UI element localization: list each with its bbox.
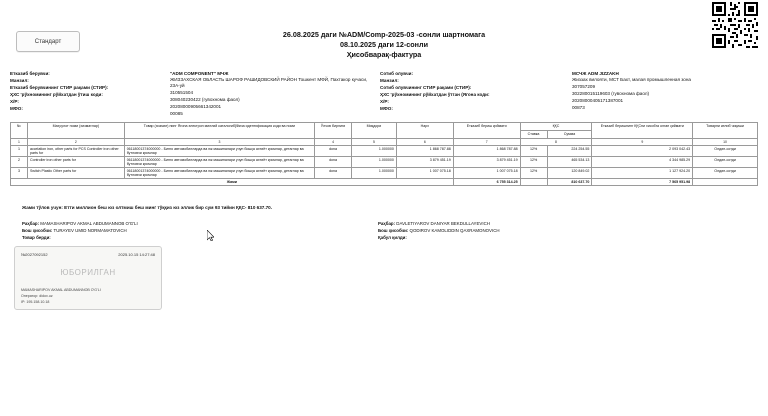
parties-block [10,70,758,118]
buyer-signatures [378,220,500,241]
supplier-tin: 310551504 [170,90,193,95]
table-row [11,146,758,157]
cell-no: 3 [11,168,28,179]
buyer-account-label: Х/Р: [380,99,389,104]
total-vat-sum: 810 637.70 [547,179,592,186]
standard-button[interactable]: Стандарт [16,31,80,52]
buyer-address-label: Манзил: [380,78,399,83]
amount-in-words: Жами тўлов учун: Етти миллион беш юз олтмиш беш минг тўққиз юз эллик бир сум 93 тийин ҚҚС- 810 637.70. [22,205,272,210]
total-grand: 7 565 951.98 [592,179,693,186]
buyer-account: 20208000405171387001 [572,98,624,103]
colnum: 2 [27,139,124,146]
total-vat-rate [520,179,547,186]
buyer-tin-label: Сотиб олувчининг СТИР рақами (СТИР): [380,85,472,90]
supplier-nds-code: 308040230422 (гувохнома фаол) [170,97,240,102]
cell-unit: dona [315,157,352,168]
cell-amount: 1 868 787.88 [453,146,520,157]
cell-origin: Oлдин-сотди [693,146,758,157]
supplier-director-label: Раҳбар: [22,221,40,226]
buyer-director-name: DAVLETIYAROV DANIYAR BEKDULLAYEVICH [396,221,490,226]
cell-catalog: 06118001374000000 - Бинго автомобилларда ва юк машиналари учун бошқа ахтиёт қисмлар, детаглар ва бутловчи қисмлар [124,168,314,179]
supplier-labels [10,70,160,112]
cell-vat-sum: 120 849.02 [547,168,592,179]
table-header-row [11,123,758,131]
colnum: 5 [352,139,397,146]
colnum: 10 [693,139,758,146]
buyer-received-label: Қабул қилди: [378,235,407,240]
th-amount: Етказиб бериш қиймати [453,123,520,139]
th-qty: Миқдори [352,123,397,139]
supplier-tin-label: Етказиб берувчининг СТИР рақами (СТИР): [10,85,109,90]
buyer-labels [380,70,570,112]
cell-vat-rate: 12% [520,157,547,168]
cell-price: 1 007 075.18 [396,168,453,179]
th-vat: ҚҚС [520,123,592,131]
buyer-address: Жиззах вилояти, МСТ Бахт, малая промышленная зона [572,77,691,82]
cell-vat-rate: 12% [520,146,547,157]
buyer-name: МСЧЖ ADM JIZZAKH [572,71,619,76]
buyer-mfo-label: МФО: [380,106,393,111]
cell-amount: 3 879 451.19 [453,157,520,168]
total-amount: 6 755 314.25 [453,179,520,186]
th-catalog: Товар (хизмат) нинг Ягона электрон миллий каталогибўйича идентификация коди ва номи [124,123,314,139]
colnum: 8 [520,139,592,146]
cell-origin: Oлдин-сотди [693,168,758,179]
document-title [0,30,768,60]
stamp-status: ЮБОРИЛГАН [60,268,116,277]
stamp-datetime: 2025.10.15 14:27:48 [118,252,155,257]
supplier-nds-label: ҲХС 'рўхномининг рўйхатдан ўтиш коди: [10,92,103,97]
th-product-name: Маҳсулот номи (хизматлар) [27,123,124,139]
cell-vat-sum: 224 254.55 [547,146,592,157]
cell-catalog: 06118001374000000 - Бинго автомобилларда ва юк машиналари учун бошқа ахтиёт қисмлар, детаглар ва бутловчи қисмлар [124,146,314,157]
title-line-number: 08.10.2025 даги 12-сонли [339,40,429,49]
buyer-mfo: 00873 [572,105,585,110]
stamp-operator: Оператор: didox.uz [21,294,53,298]
cell-unit: dona [315,146,352,157]
cell-price: 3 879 451.19 [396,157,453,168]
cell-catalog: 06118001374000000 - Бинго автомобилларда ва юк машиналари учун бошқа ахтиёт қисмлар, детаглар ва бутловчи қисмлар [124,157,314,168]
supplier-signatures [22,220,138,241]
th-origin: Товарни келиб чиқиши [693,123,758,139]
th-price: Нарх [396,123,453,139]
total-origin [693,179,758,186]
electronic-signature-stamp [14,246,162,310]
cell-total: 1 127 924.20 [592,168,693,179]
supplier-director-name: MAMASHARIPOV AKMAL ABDUMANNOB O'G'LI [40,221,138,226]
buyer-director-label: Раҳбар: [378,221,396,226]
colnum: 9 [592,139,693,146]
colnum: 6 [396,139,453,146]
buyer-values [572,70,762,111]
th-unit: Ўлчов бирлиги [315,123,352,139]
mouse-cursor-icon [207,228,214,239]
colnum: 7 [453,139,520,146]
buyer-accountant-name: QODIROV KAMOLIDDIN QAXRAMONOVICH [409,228,500,233]
cell-product-name: accelation iron, other parts for PCS Controller iron other parts for [27,146,124,157]
cell-amount: 1 007 075.18 [453,168,520,179]
cell-qty: 1.000000 [352,146,397,157]
supplier-name: "ADM COMPONENT" МЧЖ [170,71,229,76]
cell-qty: 1.000000 [352,168,397,179]
buyer-tin: 307057209 [572,84,595,89]
table-row [11,157,758,168]
supplier-account-label: Х/Р: [10,99,19,104]
supplier-gave-label: Товар берди: [22,235,51,240]
th-total: Етказиб беришнинг ҚҚСни хисобга олган қиймати [592,123,693,139]
supplier-address: ЖИЗЗАХСКАЯ ОБЛАСТЬ ШАРОФ РАШИДОВСКИЙ РАЙОН Тошкент МФЙ, Пахтакор кучаси, 23А-уй [170,77,368,88]
th-vat-rate: Ставка [520,131,547,139]
title-line-contract: 26.08.2025 даги №ADM/Comp-2025-03 -сонли шартномага [282,30,486,39]
stamp-ip: IP: 195.158.10.18 [21,300,50,304]
colnum: 3 [124,139,314,146]
cell-product-name: Controller iron other parts for [27,157,124,168]
cell-no: 1 [11,146,28,157]
cell-price: 1 868 787.88 [396,146,453,157]
buyer-nds-label: ҲХС 'рўхномининг рўйхатдан ўтган (Ягона коди: [380,92,490,97]
supplier-accountant-name: TURAYEV UMID NORMAMATOVICH [53,228,127,233]
buyer-nds-code: 302280015119603 (гувохнома фаол) [572,91,650,96]
supplier-mfo: 00085 [170,111,183,116]
stamp-id: №2027092152 [21,252,48,257]
supplier-address-label: Манзил: [10,78,29,83]
th-vat-sum: Сумма [547,131,592,139]
supplier-accountant-label: Бош ҳисобчи: [22,228,53,233]
cell-total: 4 344 985.29 [592,157,693,168]
invoice-table [10,122,758,186]
th-no: № [11,123,28,139]
title-line-doctype: Ҳисобварақ-фактура [346,50,422,59]
buyer-accountant-label: Бош ҳисобчи: [378,228,409,233]
stamp-signer: MAMASHARIPOV AKMAL ABDUMANNOB O'G'LI [21,288,101,292]
cell-product-name: Switch Plastic Other parts for [27,168,124,179]
supplier-values [170,70,370,117]
cell-no: 2 [11,157,28,168]
cell-vat-rate: 12% [520,168,547,179]
table-row [11,168,758,179]
colnum: 4 [315,139,352,146]
table-total-row [11,179,758,186]
supplier-account: 20208000905661342001 [170,104,222,109]
colnum: 1 [11,139,28,146]
supplier-mfo-label: МФО: [10,106,23,111]
cell-origin: Oлдин-сотди [693,157,758,168]
cell-unit: dona [315,168,352,179]
cell-qty: 1.000000 [352,157,397,168]
cell-vat-sum: 465 534.13 [547,157,592,168]
table-colnum-row [11,139,758,146]
supplier-label: Етказиб берувчи: [10,71,50,76]
total-label: Жами [11,179,454,186]
cell-total: 2 093 042.43 [592,146,693,157]
buyer-label: Сотиб олувчи: [380,71,413,76]
